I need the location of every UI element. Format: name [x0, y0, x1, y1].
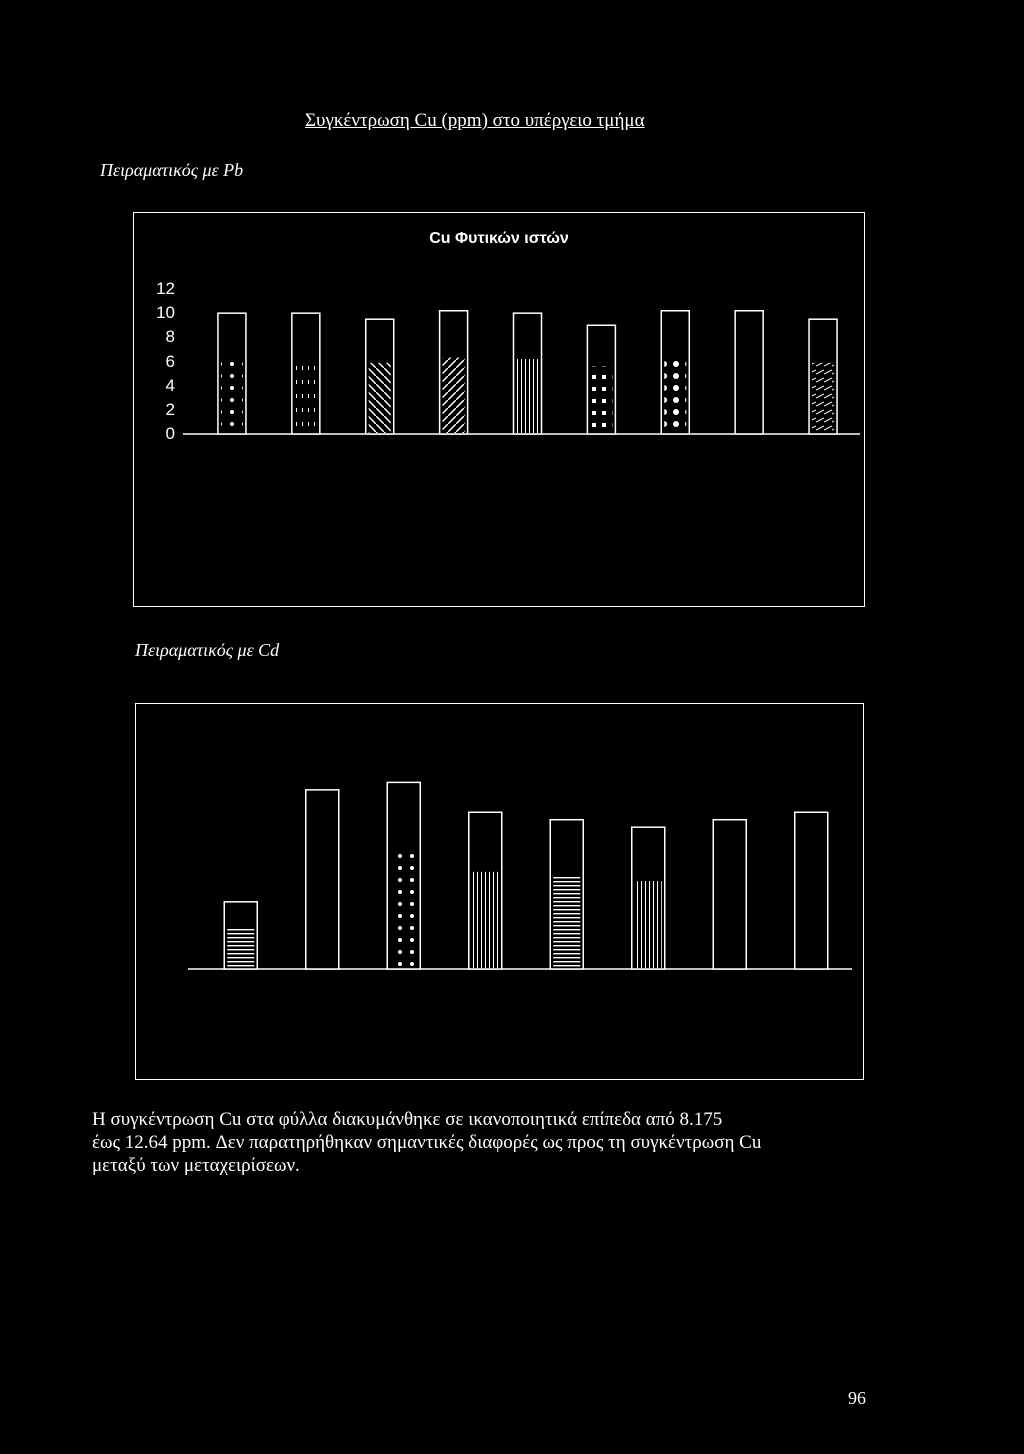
- paragraph-line: Η συγκέντρωση Cu στα φύλλα διακυμάνθηκε σε ικανοποιητικά επίπεδα από 8.175: [92, 1109, 723, 1130]
- chart-pb-bar-pattern: [443, 358, 465, 433]
- pb-section-label: Πειραματικός με Pb: [100, 160, 244, 180]
- page-number: 96: [848, 1388, 866, 1408]
- chart-pb-bar-pattern: [517, 359, 539, 433]
- chart-pb-bar-pattern: [221, 359, 243, 433]
- chart-pb-ytick: 12: [156, 279, 175, 298]
- chart-cd-bar: [713, 820, 746, 969]
- chart-pb-ytick: 2: [165, 399, 175, 419]
- cd-section-label: Πειραματικός με Cd: [135, 640, 280, 660]
- chart-pb-bar-pattern: [812, 363, 834, 433]
- chart-pb-bar: [735, 311, 763, 434]
- chart-pb-ytick: 6: [165, 351, 175, 371]
- chart-cd-bar-pattern: [635, 881, 662, 968]
- chart-pb-bar-pattern: [590, 367, 612, 433]
- chart-cd-plot: [188, 782, 852, 969]
- chart-pb-ytick: 4: [165, 375, 175, 395]
- body-paragraph: [92, 1108, 912, 1177]
- chart-cd-bar-pattern: [227, 927, 254, 968]
- chart-pb-ytick: 8: [165, 327, 175, 347]
- chart-pb-bar-pattern: [369, 363, 391, 433]
- chart-cd-bar: [306, 790, 339, 969]
- chart-pb-title: Cu Φυτικών ιστών: [429, 230, 569, 247]
- chart-pb-ytick: 10: [156, 303, 175, 323]
- paragraph-line: μεταξύ των μεταχειρίσεων.: [92, 1155, 300, 1176]
- chart-cd-bar: [795, 812, 828, 969]
- page-title: Συγκέντρωση Cu (ppm) στο υπέργειο τμήμα: [305, 110, 645, 131]
- chart-pb-bar-pattern: [664, 358, 686, 433]
- chart-pb-plot: [183, 311, 860, 434]
- chart-cd-bar-pattern: [472, 872, 499, 968]
- chart-cd-bar-pattern: [553, 876, 580, 968]
- paragraph-line: έως 12.64 ppm. Δεν παρατηρήθηκαν σημαντικές διαφορές ως προς τη συγκέντρωση Cu: [92, 1132, 762, 1153]
- chart-pb-ytick: 0: [165, 424, 175, 443]
- chart-pb-bar-pattern: [295, 359, 317, 433]
- chart-cd-bar-pattern: [390, 853, 417, 968]
